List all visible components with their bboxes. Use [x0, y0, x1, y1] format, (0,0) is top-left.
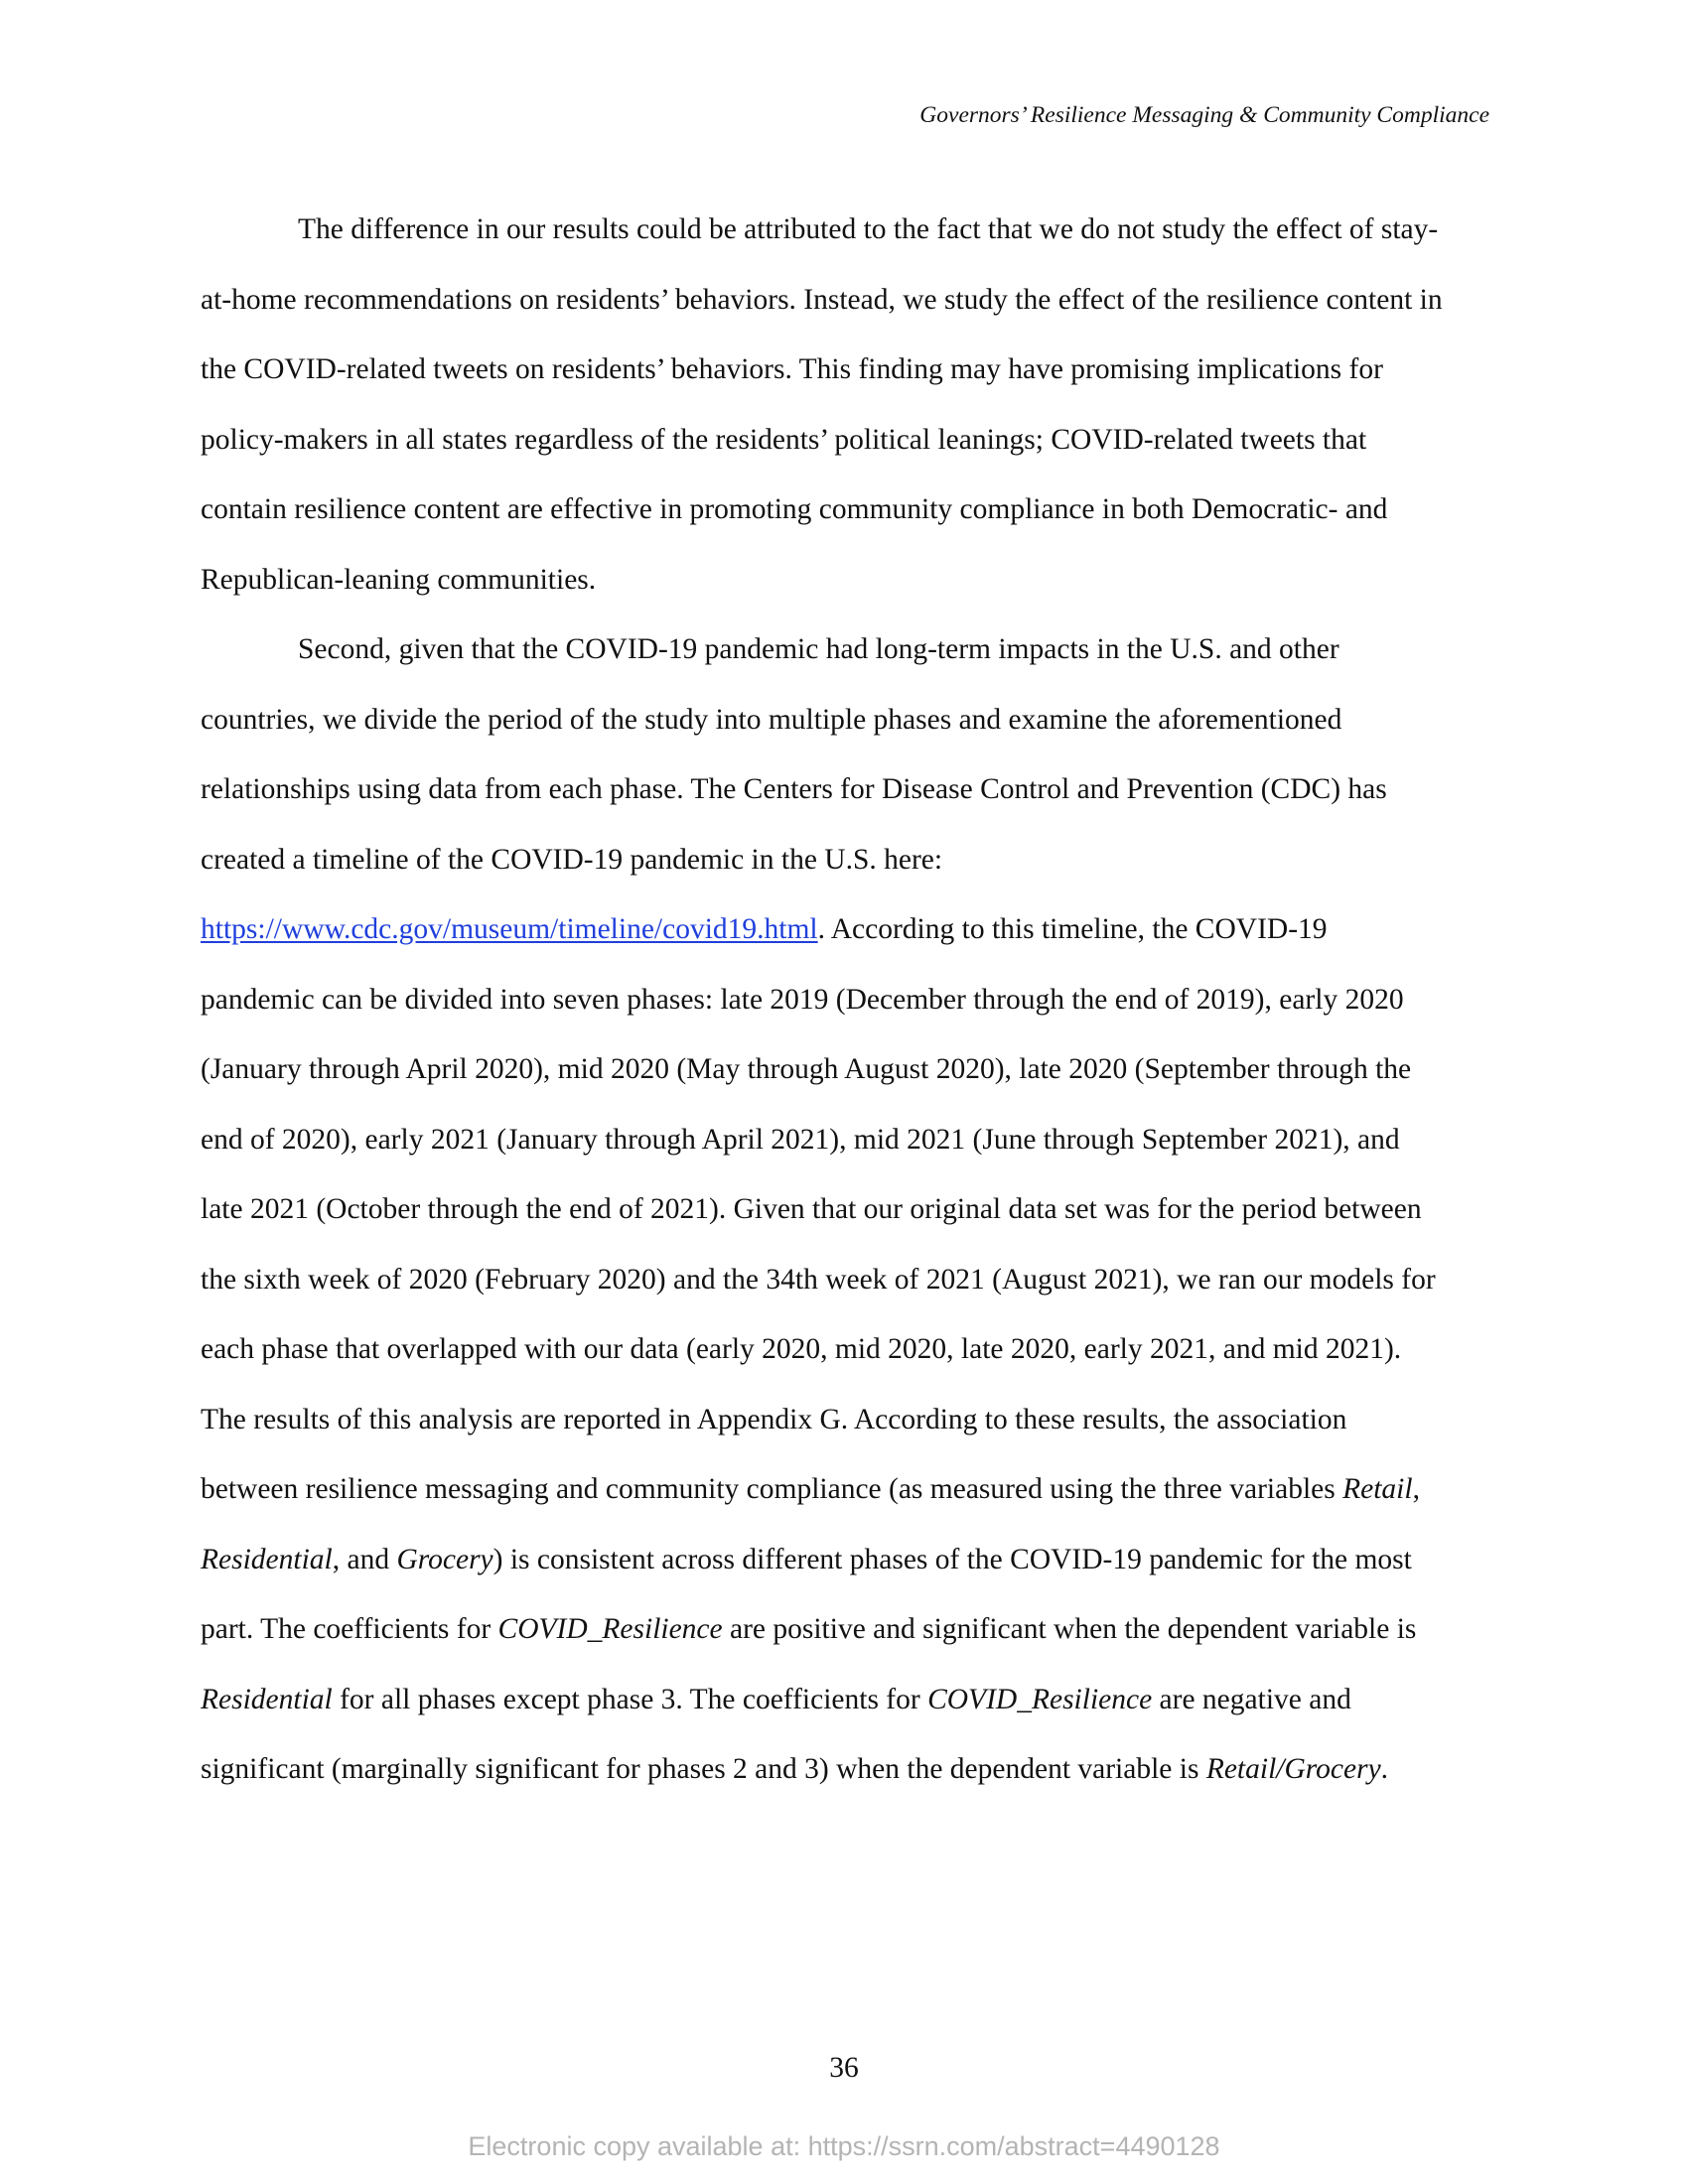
text-line: pandemic can be divided into seven phases: late 2019 (December through the end of 2019), early 2020	[201, 983, 1404, 1016]
text-span: for all phases except phase 3. The coefficients for	[332, 1683, 928, 1715]
text-line: end of 2020), early 2021 (January through April 2021), mid 2021 (June through September 2021), and	[201, 1123, 1400, 1156]
text-span: between resilience messaging and community compliance (as measured using the three variables	[201, 1473, 1343, 1505]
ssrn-notice: Electronic copy available at: https://ssrn.com/abstract=4490128	[468, 2131, 1220, 2161]
text-line: (January through April 2020), mid 2020 (May through August 2020), late 2020 (September through the	[201, 1053, 1412, 1085]
text-span: are positive and significant when the dependent variable is	[722, 1613, 1417, 1645]
text-line: policy-makers in all states regardless of the residents’ political leanings; COVID-related tweets that	[201, 423, 1367, 456]
text-line	[201, 894, 1491, 965]
text-line: The results of this analysis are reported in Appendix G. According to these results, the association	[201, 1403, 1347, 1435]
text-line: contain resilience content are effective in promoting community compliance in both Democratic- and	[201, 493, 1388, 525]
text-line: The difference in our results could be attributed to the fact that we do not study the effect of stay-	[298, 213, 1439, 245]
variable-name: COVID_Resilience	[497, 1613, 723, 1645]
text-span: ) is consistent across different phases of the COVID-19 pandemic for the most	[492, 1543, 1412, 1575]
variable-name: Residential	[201, 1543, 333, 1575]
text-line	[201, 1734, 1491, 1805]
text-span: . According to this timeline, the COVID-19	[817, 913, 1328, 945]
text-span: part. The coefficients for	[201, 1613, 498, 1645]
text-line: late 2021 (October through the end of 2021). Given that our original data set was for the period between	[201, 1193, 1422, 1225]
paragraph-2	[201, 614, 1491, 1805]
text-line: relationships using data from each phase. The Centers for Disease Control and Prevention (CDC) has	[201, 773, 1387, 805]
text-line: the sixth week of 2020 (February 2020) and the 34th week of 2021 (August 2021), we ran our models for	[201, 1263, 1436, 1296]
text-span: .	[1380, 1753, 1389, 1785]
text-line	[201, 1665, 1491, 1735]
text-span: significant (marginally significant for phases 2 and 3) when the dependent variable is	[201, 1753, 1206, 1785]
variable-name: Retail	[1342, 1473, 1413, 1505]
body-text	[201, 195, 1491, 1805]
text-span: , and	[332, 1543, 397, 1575]
text-line	[201, 1454, 1491, 1525]
variable-name: Residential	[201, 1683, 333, 1715]
text-line: Second, given that the COVID-19 pandemic had long-term impacts in the U.S. and other	[298, 633, 1339, 665]
page-number: 36	[829, 2052, 859, 2084]
text-line	[201, 1525, 1491, 1595]
running-head: Governors’ Resilience Messaging & Community Compliance	[919, 102, 1489, 128]
text-line: each phase that overlapped with our data (early 2020, mid 2020, late 2020, early 2021, and mid 2021).	[201, 1333, 1402, 1365]
text-line: at-home recommendations on residents’ behaviors. Instead, we study the effect of the resilience content in	[201, 283, 1443, 316]
cdc-timeline-link[interactable]: https://www.cdc.gov/museum/timeline/covid19.html	[201, 913, 818, 945]
text-line: Republican-leaning communities.	[201, 563, 597, 596]
text-span: ,	[1412, 1473, 1420, 1505]
text-span: are negative and	[1152, 1683, 1351, 1715]
variable-name: Grocery	[396, 1543, 493, 1575]
variable-name: COVID_Resilience	[927, 1683, 1153, 1715]
text-line: the COVID-related tweets on residents’ behaviors. This finding may have promising implications for	[201, 353, 1383, 385]
variable-name: Retail/Grocery	[1205, 1753, 1381, 1785]
paragraph-1	[201, 195, 1491, 614]
text-line: created a timeline of the COVID-19 pandemic in the U.S. here:	[201, 843, 943, 876]
text-line	[201, 1594, 1491, 1665]
text-line: countries, we divide the period of the study into multiple phases and examine the aforementioned	[201, 703, 1342, 736]
